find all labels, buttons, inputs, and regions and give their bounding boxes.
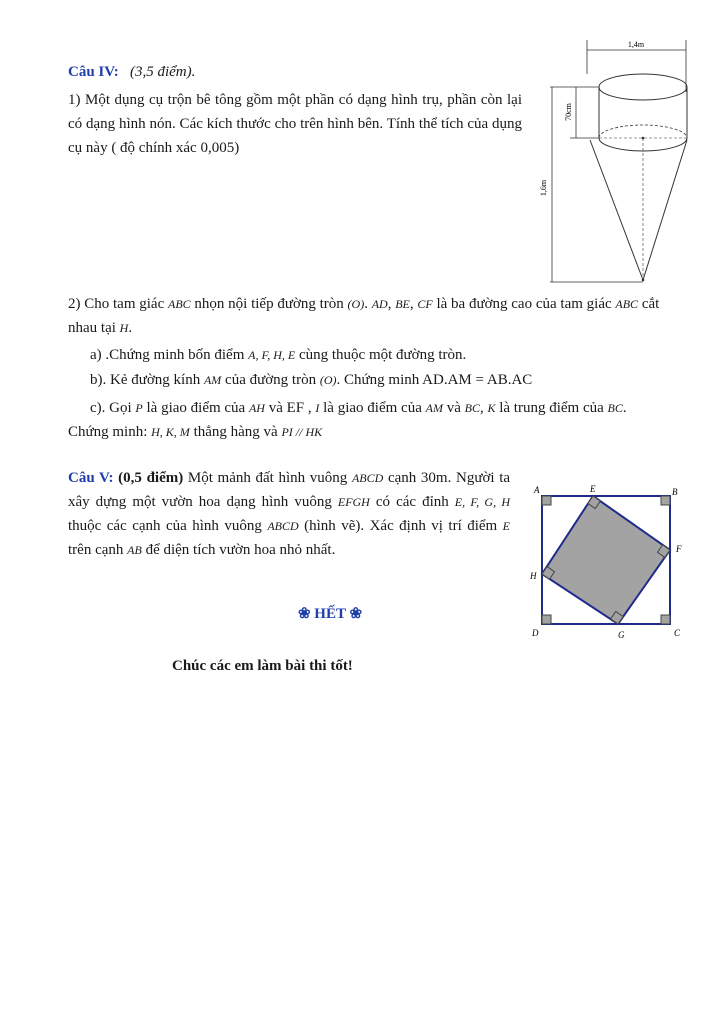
- q5-text-3: có các đỉnh: [375, 494, 449, 510]
- q4-label: Câu IV:: [68, 64, 119, 80]
- p2a-points: A, F, H, E: [248, 348, 296, 362]
- p2-text-1: 2) Cho tam giác: [68, 296, 165, 312]
- q5-text-2: cạnh 30m. Người ta xây dựng một vườn hoa dạng hình vuông: [68, 470, 511, 510]
- p2c-k: K: [487, 401, 496, 415]
- p2b-text-3: . Chứng minh AD.AM = AB.AC: [336, 372, 533, 388]
- q5-text-7: để diện tích vườn hoa nhỏ nhất.: [145, 542, 336, 558]
- good-luck-wish: Chúc các em làm bài thi tốt!: [172, 658, 353, 674]
- q5-points: (0,5 điểm): [118, 470, 184, 486]
- p2c-text-4: là giao điểm của: [323, 400, 422, 416]
- cone-right: [643, 140, 687, 280]
- q5-ab: AB: [127, 543, 142, 557]
- q4-part2b: [90, 368, 670, 392]
- cone-left: [590, 140, 643, 280]
- p2-text-4: cắt nhau tại: [68, 296, 660, 336]
- label-d: D: [532, 628, 539, 638]
- p2c-ah: AH: [248, 401, 265, 415]
- p2c-hkm: H, K, M: [151, 425, 190, 439]
- q5-label: Câu V:: [68, 470, 114, 486]
- p2-ad: AD: [371, 297, 388, 311]
- end-marker: [230, 602, 430, 626]
- p2b-o: (O): [319, 373, 337, 387]
- p2c-text-3: và EF ,: [268, 400, 312, 416]
- p2c-bc-2: BC: [607, 401, 623, 415]
- p2b-text-2: của đường tròn: [225, 372, 317, 388]
- q5-efgh: EFGH: [337, 495, 370, 509]
- p2-abc-2: ABC: [615, 297, 639, 311]
- q4-heading: [68, 60, 195, 84]
- cone-apex: [642, 279, 645, 282]
- cylinder-cone-figure: [530, 30, 690, 292]
- q5-text: [68, 466, 510, 562]
- end-text: HẾT: [314, 606, 346, 622]
- square-efgh: [542, 496, 670, 624]
- q5-e: E: [502, 519, 510, 533]
- p2a-text-1: a) .Chứng minh bốn điểm: [90, 347, 245, 363]
- dim-top-label: 1,4m: [627, 40, 645, 49]
- dim-cyl-label: 70cm: [564, 103, 573, 121]
- q5-text-1: Một mảnh đất hình vuông: [187, 470, 348, 486]
- p2-be: BE: [395, 297, 410, 311]
- q5-abcd: ABCD: [351, 471, 384, 485]
- q5-text-5: (hình vẽ). Xác định vị trí điểm: [304, 518, 498, 534]
- right-angle-a: [542, 496, 551, 505]
- p2c-text-1: c). Gọi: [90, 400, 132, 416]
- p2c-text-7: . Chứng minh:: [68, 400, 627, 440]
- p2a-text-2: cùng thuộc một đường tròn.: [298, 347, 467, 363]
- p2c-text-2: là giao điểm của: [146, 400, 246, 416]
- p2b-text-1: b). Kẻ đường kính: [90, 372, 201, 388]
- p2b-am: AM: [203, 373, 222, 387]
- p2c-text-8: thẳng hàng và: [193, 424, 278, 440]
- p2-o: (O): [347, 297, 365, 311]
- q4-part1: 1) Một dụng cụ trộn bê tông gồm một phần có dạng hình trụ, phần còn lại có dạng hình nón. Các kích thước cho trên hình bên. Tính thể tích của dụng cụ này ( độ chính xác 0,005): [68, 92, 522, 156]
- p2c-text-5: và: [446, 400, 461, 416]
- label-h: H: [530, 571, 537, 581]
- q4-part2: 2) Cho tam giác ABC nhọn nội tiếp đường tròn (O). AD, BE, CF là ba đường cao của tam giác ABC cắt nhau tại H.: [68, 296, 660, 336]
- q5-points-list: E, F, G, H: [454, 495, 511, 509]
- label-g: G: [618, 630, 625, 640]
- end-ornament-left: ❀: [297, 606, 311, 622]
- q5-text-4: thuộc các cạnh của hình vuông: [68, 518, 262, 534]
- end-ornament-right: ❀: [349, 606, 363, 622]
- p2-abc: ABC: [167, 297, 191, 311]
- p2-cf: CF: [417, 297, 433, 311]
- p2c-pihk: PI // HK: [281, 425, 323, 439]
- q4-part2a: [90, 343, 670, 367]
- p2c-bc: BC: [464, 401, 480, 415]
- q4-part2c: c). Gọi P là giao điểm của AH và EF , I là giao điểm của AM và BC, K là trung điểm của BC. Chứng minh: H, K, M thẳng hàng và PI // HK: [68, 400, 627, 440]
- label-a: A: [534, 485, 540, 495]
- p2c-i: I: [315, 401, 320, 415]
- square-garden-figure: [526, 480, 690, 644]
- p2-text-2: nhọn nội tiếp đường tròn: [194, 296, 344, 312]
- p2c-text-6: là trung điểm của: [499, 400, 604, 416]
- dim-total-label: 1,6m: [539, 179, 548, 197]
- cylinder-top: [599, 74, 687, 100]
- p2c-p: P: [135, 401, 143, 415]
- label-e: E: [590, 484, 596, 494]
- q5-abcd-2: ABCD: [267, 519, 299, 533]
- cylinder-bottom-back: [599, 125, 687, 138]
- label-f: F: [676, 544, 682, 554]
- label-c: C: [674, 628, 681, 638]
- right-angle-b: [661, 496, 670, 505]
- label-b: B: [672, 487, 678, 497]
- q5-text-6: trên cạnh: [68, 542, 124, 558]
- p2-h: H: [119, 321, 129, 335]
- p2c-am: AM: [425, 401, 443, 415]
- q4-points: (3,5 điểm).: [129, 64, 196, 80]
- p2-text-3: là ba đường cao của tam giác: [436, 296, 612, 312]
- right-angle-d: [542, 615, 551, 624]
- right-angle-c: [661, 615, 670, 624]
